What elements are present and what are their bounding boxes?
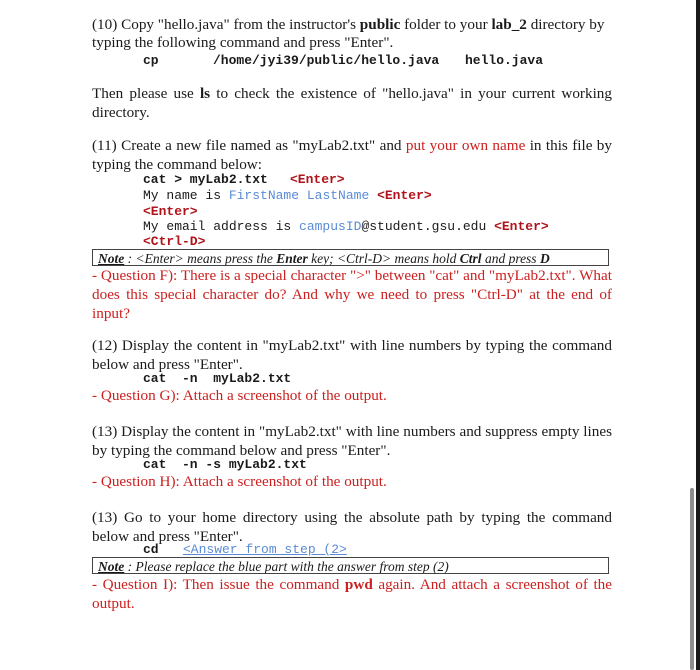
step-13a-command: cat -n -s myLab2.txt [143, 457, 307, 472]
step-13b-note-box: Note : Please replace the blue part with the answer from step (2) [92, 557, 609, 574]
question-i: - Question I): Then issue the command pwd again. And attach a screenshot of the output. [92, 576, 613, 612]
step-13b-text: (13) Go to your home directory using the absolute path by typing the command below and press "Enter". [92, 509, 612, 545]
step-10-text: (10) Copy "hello.java" from the instructor's public folder to your lab_2 directory by typing the following command and press "Enter". [92, 16, 605, 51]
step-13a-text: (13) Display the content in "myLab2.txt" with line numbers and suppress empty lines by typing the command below and press "Enter". [92, 423, 612, 459]
question-h: - Question H): Attach a screenshot of the output. [92, 473, 387, 490]
vertical-scrollbar[interactable] [690, 488, 694, 670]
step-11-ctrl-d: <Ctrl-D> [143, 234, 206, 249]
window-edge [696, 0, 700, 670]
step-10-source-path: /home/jyi39/public/hello.java [213, 53, 440, 68]
step-11-note-box: Note : <Enter> means press the Enter key; <Ctrl-D> means hold Ctrl and press D [92, 249, 609, 266]
question-g: - Question G): Attach a screenshot of the output. [92, 387, 387, 404]
step-12-text: (12) Display the content in "myLab2.txt" with line numbers by typing the command below and press "Enter". [92, 337, 612, 373]
question-f: - Question F): There is a special character ">" between "cat" and "myLab2.txt". What does this special character do? And why we need to press "Ctrl-D" at the end of input? [92, 267, 612, 322]
step-10-followup: Then please use ls to check the existence of "hello.java" in your current working directory. [92, 85, 612, 121]
step-10-dest-file: hello.java [465, 53, 544, 68]
step-11-enter-2: <Enter> [143, 204, 198, 219]
step-10-command: cp [143, 53, 159, 68]
step-11-enter-1: <Enter> [290, 172, 345, 187]
step-13b-answer-placeholder: <Answer from step (2> [183, 542, 347, 557]
step-12-command: cat -n myLab2.txt [143, 371, 292, 386]
step-11-command-line-4: My email address is campusID@student.gsu.edu <Enter> [143, 219, 549, 234]
step-11-text: (11) Create a new file named as "myLab2.txt" and put your own name in this file by typing the command below: [92, 137, 612, 173]
step-11-command-line-1: cat > myLab2.txt [143, 172, 268, 187]
step-11-command-line-2: My name is FirstName LastName <Enter> [143, 188, 432, 203]
step-13b-command: cd [143, 542, 159, 557]
